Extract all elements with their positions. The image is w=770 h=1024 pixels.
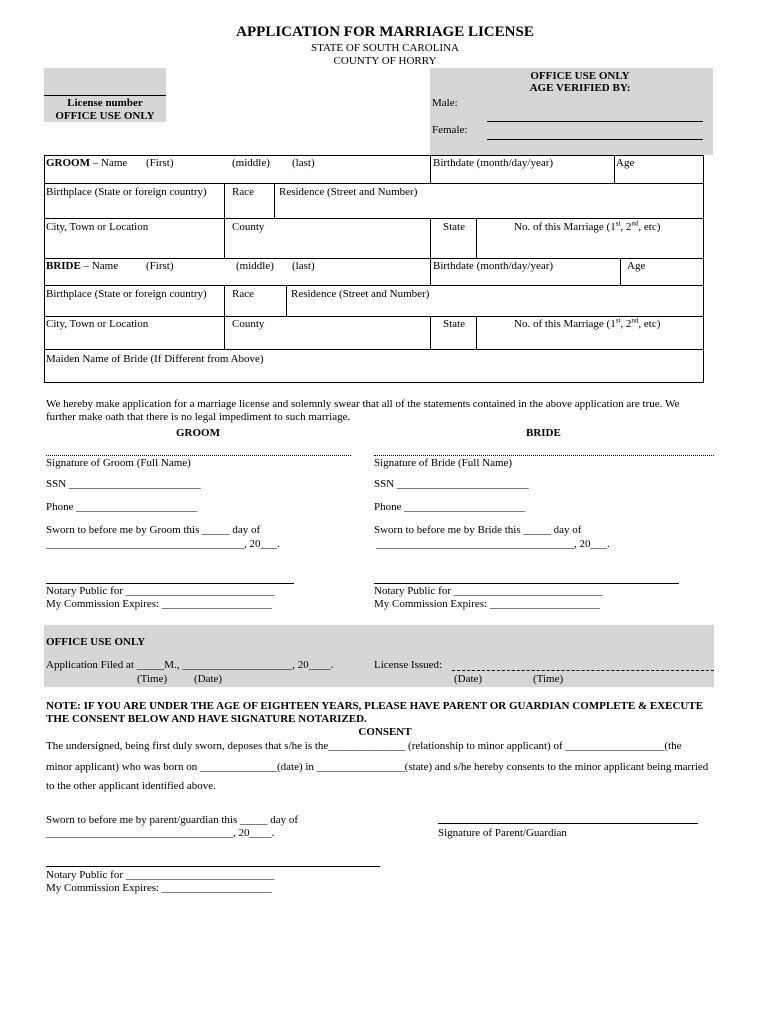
bride-residence-label[interactable]: Residence (Street and Number) (291, 288, 430, 300)
form-title: APPLICATION FOR MARRIAGE LICENSE (236, 24, 534, 40)
issued-date-caption: (Date) (454, 673, 483, 685)
bride-name-label: – Name (80, 260, 119, 272)
license-number-line (44, 95, 166, 96)
county-line: COUNTY OF HORRY (333, 55, 437, 67)
consent-notary-signature-line[interactable] (46, 866, 380, 867)
consent-title: CONSENT (358, 726, 412, 738)
note-line-2: THE CONSENT BELOW AND HAVE SIGNATURE NOTARIZED. (46, 713, 367, 725)
row-divider (44, 316, 704, 317)
col-divider (476, 218, 477, 258)
col-divider (476, 316, 477, 349)
bride-phone-field[interactable]: Phone ______________________ (374, 501, 526, 513)
bride-city-label[interactable]: City, Town or Location (46, 318, 149, 330)
parent-signature-label: Signature of Parent/Guardian (438, 827, 567, 839)
bride-notary-signature-line[interactable] (374, 583, 679, 584)
bride-last-label: (last) (292, 260, 315, 272)
col-divider (614, 155, 615, 183)
groom-commission-field[interactable]: My Commission Expires: ____________________ (46, 598, 272, 610)
filed-date-caption: (Date) (194, 673, 223, 685)
bride-ssn-field[interactable]: SSN ________________________ (374, 478, 529, 490)
bride-signature-line[interactable] (374, 455, 714, 456)
bride-name-cell[interactable] (46, 260, 118, 272)
oath-line-1: We hereby make application for a marriage license and solemnly swear that all of the statements contained in the above application are true. We (46, 398, 680, 410)
consent-line-1[interactable]: The undersigned, being first duly sworn, deposes that s/he is the______________ (relationship to minor applicant) of __________________(the (46, 740, 682, 752)
groom-name-cell[interactable] (46, 157, 127, 169)
license-office-label: OFFICE USE ONLY (55, 110, 155, 122)
bride-middle-label: (middle) (236, 260, 274, 272)
parent-signature-line[interactable] (438, 823, 698, 824)
maiden-name-label[interactable]: Maiden Name of Bride (If Different from Above) (46, 353, 264, 365)
col-divider (430, 258, 431, 285)
row-divider (44, 349, 704, 350)
groom-notary-field[interactable]: Notary Public for ___________________________ (46, 585, 275, 597)
female-line[interactable] (487, 139, 703, 140)
consent-commission-field[interactable]: My Commission Expires: ____________________ (46, 882, 272, 894)
groom-label: GROOM (46, 157, 90, 169)
issued-time-caption: (Time) (533, 673, 564, 685)
license-number-label: License number (67, 97, 143, 109)
groom-signature-label: Signature of Groom (Full Name) (46, 457, 191, 469)
bride-birthplace-label[interactable]: Birthplace (State or foreign country) (46, 288, 207, 300)
bride-county-label[interactable]: County (232, 318, 265, 330)
col-divider (286, 285, 287, 316)
groom-name-label: – Name (90, 157, 128, 169)
row-divider (44, 285, 704, 286)
filed-time-caption: (Time) (137, 673, 168, 685)
consent-notary-field[interactable]: Notary Public for ___________________________ (46, 869, 275, 881)
col-divider (620, 258, 621, 285)
groom-marriage-number-label[interactable]: No. of this Marriage (1st, 2nd, etc) (514, 219, 661, 233)
groom-notary-signature-line[interactable] (46, 583, 294, 584)
groom-column-heading: GROOM (176, 427, 220, 439)
groom-sworn-line-1[interactable]: Sworn to before me by Groom this _____ day of (46, 524, 261, 536)
consent-sworn-line-2[interactable]: __________________________________, 20____. (46, 827, 275, 839)
bride-state-label[interactable]: State (443, 318, 465, 330)
groom-race-label[interactable]: Race (232, 186, 254, 198)
col-divider (430, 316, 431, 349)
groom-county-label[interactable]: County (232, 221, 265, 233)
license-issued-line[interactable] (452, 670, 714, 671)
state-line: STATE OF SOUTH CAROLINA (311, 42, 459, 54)
office-use-bottom-title: OFFICE USE ONLY (46, 636, 146, 648)
female-label: Female: (432, 124, 468, 136)
groom-signature-line[interactable] (46, 455, 351, 456)
row-divider (44, 218, 704, 219)
bride-first-label: (First) (146, 260, 174, 272)
office-use-top-title: OFFICE USE ONLY (530, 70, 630, 82)
oath-line-2: further make oath that there is no legal impediment to such marriage. (46, 411, 351, 423)
consent-line-3: to the other applicant identified above. (46, 780, 216, 792)
groom-birthplace-label[interactable]: Birthplace (State or foreign country) (46, 186, 207, 198)
row-divider (44, 183, 704, 184)
license-issued-label: License Issued: (374, 659, 443, 671)
bride-sworn-line-2[interactable]: ____________________________________, 20___. (376, 538, 610, 550)
groom-middle-label: (middle) (232, 157, 270, 169)
note-line-1: NOTE: IF YOU ARE UNDER THE AGE OF EIGHTEEN YEARS, PLEASE HAVE PARENT OR GUARDIAN COMPLETE & EXECUTE (46, 700, 704, 712)
bride-age-label[interactable]: Age (627, 260, 646, 272)
groom-last-label: (last) (292, 157, 315, 169)
groom-ssn-field[interactable]: SSN ________________________ (46, 478, 201, 490)
groom-sworn-line-2[interactable]: ____________________________________, 20___. (46, 538, 280, 550)
bride-column-heading: BRIDE (526, 427, 561, 439)
groom-city-label[interactable]: City, Town or Location (46, 221, 149, 233)
bride-notary-field[interactable]: Notary Public for ___________________________ (374, 585, 603, 597)
consent-sworn-line-1[interactable]: Sworn to before me by parent/guardian this _____ day of (46, 814, 299, 826)
col-divider (430, 155, 431, 183)
groom-state-label[interactable]: State (443, 221, 465, 233)
bride-label: BRIDE (46, 260, 81, 272)
male-label: Male: (432, 97, 458, 109)
col-divider (224, 183, 225, 258)
col-divider (274, 183, 275, 218)
male-line[interactable] (487, 121, 703, 122)
bride-birthdate-label[interactable]: Birthdate (month/day/year) (433, 260, 554, 272)
groom-phone-field[interactable]: Phone ______________________ (46, 501, 198, 513)
bride-race-label[interactable]: Race (232, 288, 254, 300)
groom-birthdate-label[interactable]: Birthdate (month/day/year) (433, 157, 554, 169)
bride-signature-label: Signature of Bride (Full Name) (374, 457, 513, 469)
col-divider (224, 285, 225, 349)
application-filed-field[interactable]: Application Filed at _____M., ____________________, 20____. (46, 659, 334, 671)
bride-commission-field[interactable]: My Commission Expires: ____________________ (374, 598, 600, 610)
bride-marriage-number-label[interactable]: No. of this Marriage (1st, 2nd, etc) (514, 316, 661, 330)
groom-first-label: (First) (146, 157, 174, 169)
groom-age-label[interactable]: Age (616, 157, 635, 169)
bride-sworn-line-1[interactable]: Sworn to before me by Bride this _____ day of (374, 524, 582, 536)
col-divider (430, 218, 431, 258)
groom-residence-label[interactable]: Residence (Street and Number) (279, 186, 418, 198)
row-divider (44, 258, 704, 259)
consent-line-2[interactable]: minor applicant) who was born on ______________(date) in ________________(state) and s/he hereby consents to the minor applicant being married (46, 761, 709, 773)
age-verified-label: AGE VERIFIED BY: (529, 82, 631, 94)
